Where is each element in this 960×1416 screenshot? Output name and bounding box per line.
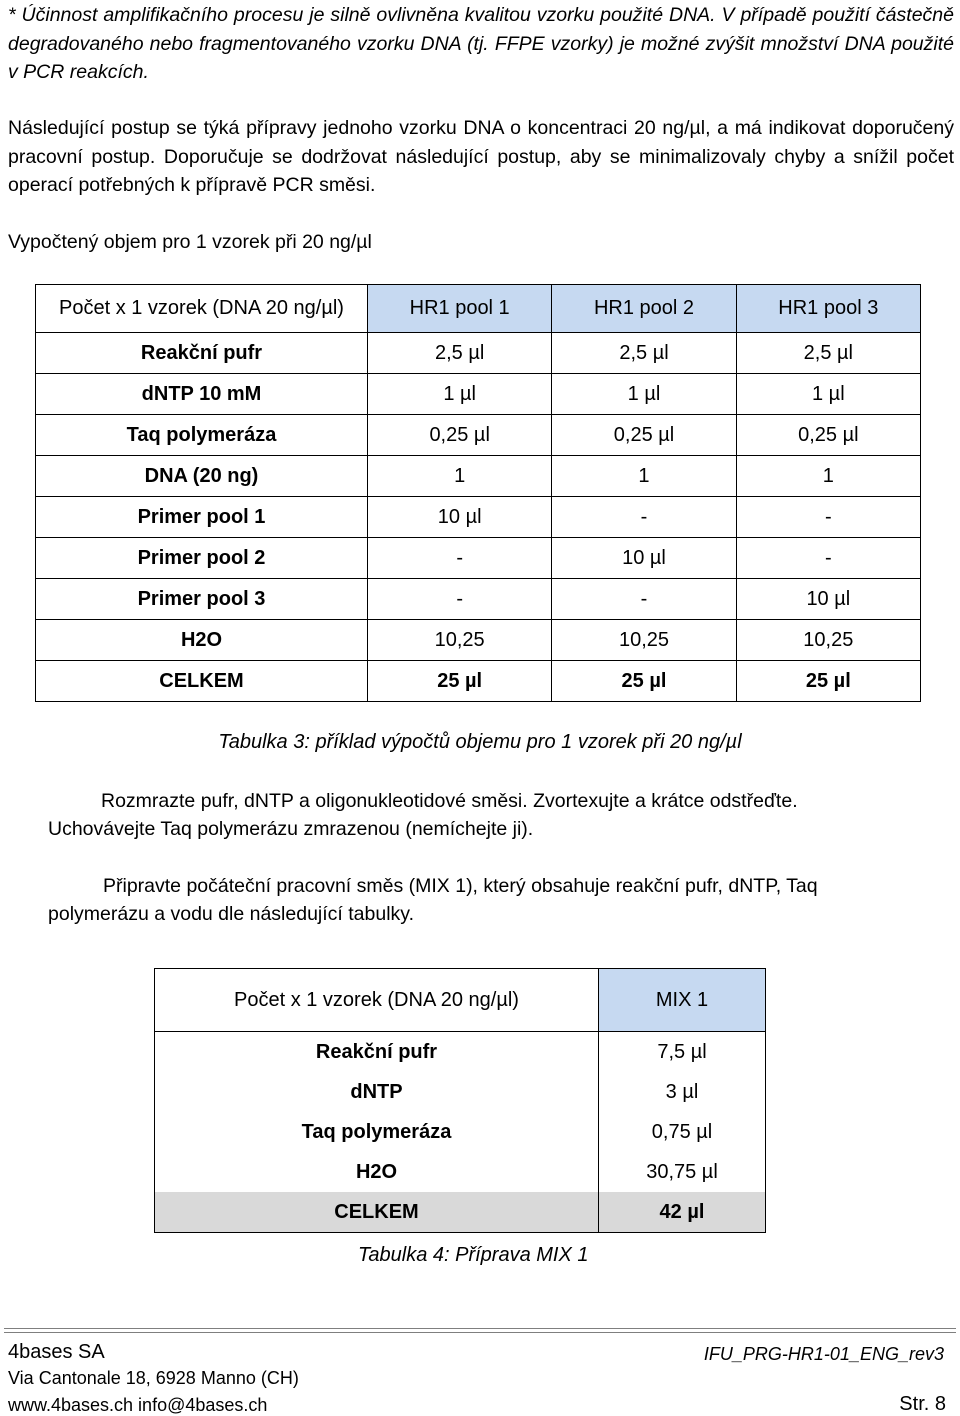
table1-cell: 0,25 µl	[736, 415, 920, 456]
table1-cell: 1	[736, 456, 920, 497]
table1-cell: -	[736, 497, 920, 538]
table2-row-label: dNTP	[155, 1072, 599, 1112]
footer-address: Via Cantonale 18, 6928 Manno (CH)	[8, 1368, 299, 1388]
table2-cell: 3 µl	[599, 1072, 766, 1112]
footer-doc-code: IFU_PRG-HR1-01_ENG_rev3	[703, 1344, 944, 1364]
table1-total-cell: 25 µl	[368, 661, 552, 702]
table-row	[36, 661, 921, 702]
table1-row-label: DNA (20 ng)	[36, 456, 368, 497]
table1-header-cell: Počet x 1 vzorek (DNA 20 ng/µl)	[36, 285, 368, 333]
table1-cell: 10 µl	[552, 538, 736, 579]
table1-row-label: Taq polymeráza	[36, 415, 368, 456]
footer-contact: www.4bases.ch info@4bases.ch	[8, 1395, 268, 1415]
table1-row-label: Primer pool 3	[36, 579, 368, 620]
table1-cell: 1	[552, 456, 736, 497]
intro-paragraph: Následující postup se týká přípravy jednoho vzorku DNA o koncentraci 20 ng/µl, a má indikovat doporučený pracovní postup. Doporučuje se dodržovat následující postup, aby se minimalizovaly chyby a snížil počet operací potřebných k přípravě PCR směsi.	[8, 117, 954, 196]
step1-line2: Uchovávejte Taq polymerázu zmrazenou (nemíchejte ji).	[48, 818, 534, 840]
table1-row-label: Primer pool 1	[36, 497, 368, 538]
table1-cell: 0,25 µl	[368, 415, 552, 456]
volume-table	[35, 284, 921, 702]
table1-row-label: dNTP 10 mM	[36, 374, 368, 415]
table1-row-label: Reakční pufr	[36, 333, 368, 374]
table1-cell: 10,25	[368, 620, 552, 661]
page-number: Str. 8	[899, 1393, 946, 1415]
table1-row-label: Primer pool 2	[36, 538, 368, 579]
table1-cell: 2,5 µl	[552, 333, 736, 374]
table2-cell: 7,5 µl	[599, 1032, 766, 1073]
table2-row-label: CELKEM	[155, 1192, 599, 1233]
table1-caption: Tabulka 3: příklad výpočtů objemu pro 1 vzorek při 20 ng/µl	[218, 731, 742, 753]
table-row	[36, 497, 921, 538]
table-row	[155, 1072, 766, 1112]
table-row	[155, 1192, 766, 1233]
table-row	[36, 374, 921, 415]
step2-line2: polymerázu a vodu dle následující tabulky.	[48, 903, 415, 925]
table2-header-cell: Počet x 1 vzorek (DNA 20 ng/µl)	[155, 969, 599, 1032]
table-row	[155, 1112, 766, 1152]
table2-header-cell: MIX 1	[599, 969, 766, 1032]
table1-header-cell: HR1 pool 1	[368, 285, 552, 333]
step2-line1: Připravte počáteční pracovní směs (MIX 1), který obsahuje reakční pufr, dNTP, Taq	[103, 875, 818, 897]
table-row	[36, 538, 921, 579]
table1-cell: 10 µl	[736, 579, 920, 620]
table1-cell: -	[736, 538, 920, 579]
table2-row-label: Reakční pufr	[155, 1032, 599, 1073]
table-row	[36, 620, 921, 661]
table1-row-label: H2O	[36, 620, 368, 661]
footer-divider	[4, 1328, 956, 1329]
footer-company: 4bases SA	[8, 1341, 105, 1363]
table-row	[155, 1032, 766, 1073]
table1-row-label: CELKEM	[36, 661, 368, 702]
table1-cell: 10 µl	[368, 497, 552, 538]
table2-row-label: H2O	[155, 1152, 599, 1192]
table1-header-cell: HR1 pool 3	[736, 285, 920, 333]
intro-note: * Účinnost amplifikačního procesu je silně ovlivněna kvalitou vzorku použité DNA. V případě použití částečně degradovaného nebo fragmentovaného vzorku DNA (tj. FFPE vzorky) je možné zvýšit množství DNA použité v PCR reakcích.	[8, 4, 954, 83]
table1-cell: 1 µl	[736, 374, 920, 415]
table-row	[36, 415, 921, 456]
table1-intro: Vypočtený objem pro 1 vzorek při 20 ng/µl	[8, 231, 372, 253]
table1-cell: 10,25	[552, 620, 736, 661]
table1-cell: 10,25	[736, 620, 920, 661]
table-row	[155, 1152, 766, 1192]
table1-total-cell: 25 µl	[552, 661, 736, 702]
table1-cell: 2,5 µl	[368, 333, 552, 374]
table-row	[36, 456, 921, 497]
table2-row-label: Taq polymeráza	[155, 1112, 599, 1152]
table1-cell: 2,5 µl	[736, 333, 920, 374]
table1-cell: -	[368, 538, 552, 579]
table1-cell: -	[552, 497, 736, 538]
table-row	[36, 333, 921, 374]
table1-header-cell: HR1 pool 2	[552, 285, 736, 333]
table2-total-cell: 42 µl	[599, 1192, 766, 1233]
table-row	[36, 579, 921, 620]
table1-cell: 1	[368, 456, 552, 497]
table1-cell: 1 µl	[552, 374, 736, 415]
mix1-table	[154, 968, 766, 1233]
table2-cell: 30,75 µl	[599, 1152, 766, 1192]
step1-line1: Rozmrazte pufr, dNTP a oligonukleotidové směsi. Zvortexujte a krátce odstřeďte.	[101, 790, 798, 812]
table1-cell: -	[368, 579, 552, 620]
table1-cell: 1 µl	[368, 374, 552, 415]
table2-caption: Tabulka 4: Příprava MIX 1	[358, 1244, 589, 1266]
table1-cell: 0,25 µl	[552, 415, 736, 456]
table1-cell: -	[552, 579, 736, 620]
table1-total-cell: 25 µl	[736, 661, 920, 702]
footer-divider	[4, 1332, 956, 1333]
table2-cell: 0,75 µl	[599, 1112, 766, 1152]
